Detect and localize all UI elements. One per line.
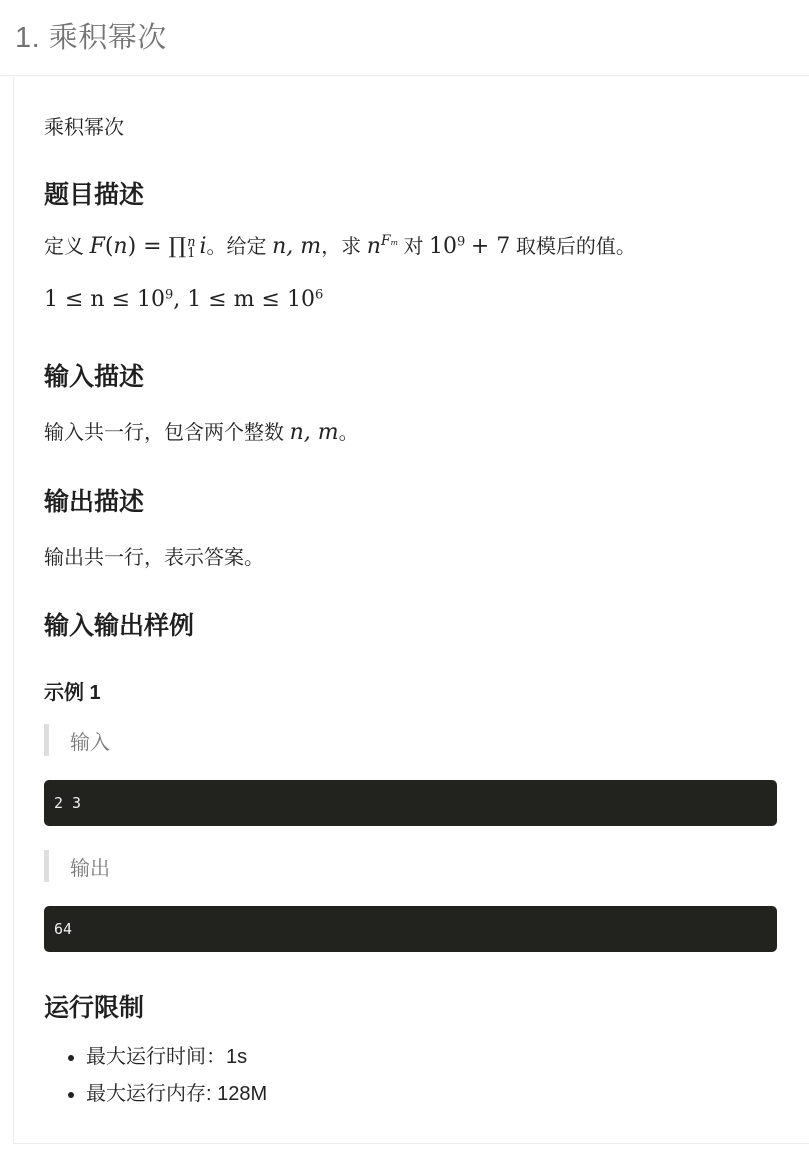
limits-heading: 运行限制	[44, 994, 145, 1022]
power-exp: F	[380, 233, 391, 250]
input-description	[44, 416, 359, 445]
desc-prefix: 定义	[44, 236, 84, 258]
limit-memory: • 最大运行内存: 128M	[86, 1076, 267, 1113]
output-code: 64	[54, 920, 73, 938]
description-line: 定义 F(n) = ∏ n 1 i。给定 n, m，求 $n^{Fm}$ 对 $10^9 + 7$ 取模后的值。	[44, 233, 636, 261]
constraint-exp2: 6	[314, 287, 324, 303]
input-heading: 输入描述	[44, 363, 145, 391]
intro-text: 乘积幂次	[44, 117, 124, 139]
constraints-line	[44, 287, 323, 312]
bottom-divider	[13, 1143, 809, 1144]
constraint-part2: , 1 ≤ m ≤ 10	[173, 287, 315, 312]
desc-mid3: 对	[403, 236, 424, 258]
page-header	[0, 0, 809, 76]
samples-heading: 输入输出样例	[44, 612, 195, 640]
output-code-block[interactable]	[44, 906, 777, 952]
input-text-prefix: 输入共一行，包含两个整数	[44, 422, 284, 444]
input-vars: n, m	[289, 420, 339, 445]
desc-suffix: 取模后的值。	[515, 236, 636, 258]
input-label-quote	[44, 724, 110, 756]
prod-sup: n	[187, 234, 196, 250]
modulus: 10	[429, 234, 457, 259]
modulus-exp: 9	[457, 234, 466, 250]
power-base: n	[366, 234, 381, 259]
constraint-part1: 1 ≤ n ≤ 10	[44, 287, 165, 312]
power-exp-sub: m	[390, 238, 398, 248]
limit-time: • 最大运行时间：1s	[86, 1039, 267, 1076]
output-label-quote	[44, 850, 110, 882]
constraint-exp1: 9	[165, 287, 174, 303]
modulus-add: + 7	[470, 234, 511, 259]
limits-list	[44, 1039, 267, 1113]
example-title: 示例 1	[44, 682, 101, 704]
input-code: 2 3	[54, 794, 82, 812]
page-title: 1. 乘积幂次	[15, 22, 167, 54]
description-heading: 题目描述	[44, 181, 145, 209]
output-label: 输出	[70, 857, 110, 880]
output-description: 输出共一行，表示答案。	[44, 547, 264, 569]
input-code-block[interactable]	[44, 780, 777, 826]
problem-content	[13, 77, 809, 1144]
input-label: 输入	[70, 731, 110, 754]
desc-vars: n, m	[272, 234, 322, 259]
desc-mid2: ，求	[321, 236, 362, 258]
output-heading: 输出描述	[44, 488, 145, 516]
input-text-suffix: 。	[338, 422, 359, 444]
desc-mid: 。给定	[206, 236, 267, 258]
prod-sub: 1	[187, 245, 196, 261]
